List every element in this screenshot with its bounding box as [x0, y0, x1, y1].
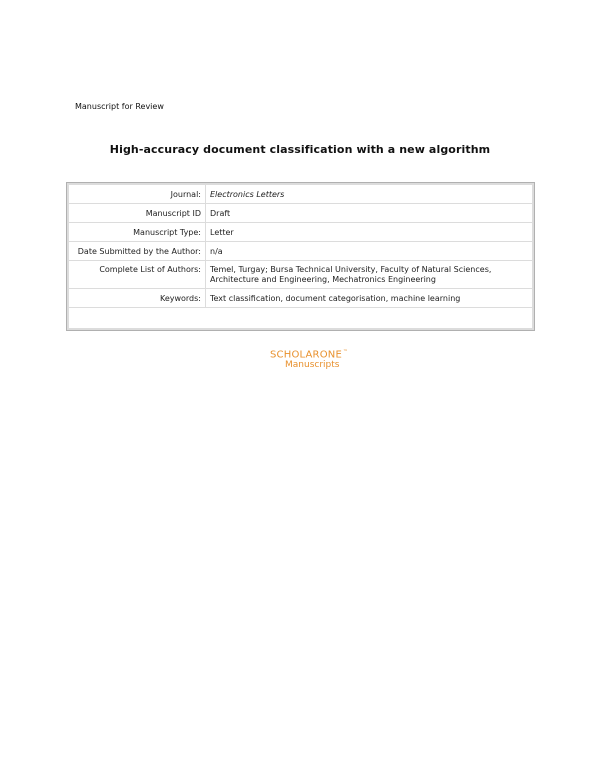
empty-cell	[69, 308, 532, 328]
table-row-empty	[69, 308, 532, 328]
table-row	[69, 261, 532, 288]
keywords-label: Keywords:	[69, 289, 205, 307]
table-row	[69, 204, 532, 222]
logo-line1	[270, 349, 348, 360]
scholarone-manuscripts-logo	[270, 349, 348, 370]
page-header: Manuscript for Review	[75, 102, 164, 111]
logo-line2: Manuscripts	[285, 360, 340, 371]
manuscript-metadata-box	[66, 182, 535, 331]
page-title: High-accuracy document classification with a new algorithm	[109, 143, 491, 156]
manuscript-id-label: Manuscript ID	[69, 204, 205, 222]
date-submitted-label: Date Submitted by the Author:	[69, 242, 205, 260]
manuscript-metadata-table	[68, 184, 533, 329]
logo-brand-text: SCHOLARONE	[270, 349, 342, 361]
manuscript-type-value: Letter	[206, 223, 532, 241]
authors-value-line1: Temel, Turgay; Bursa Technical University, Faculty of Natural Sciences,	[210, 265, 492, 274]
table-row	[69, 185, 532, 203]
table-row	[69, 242, 532, 260]
date-submitted-value: n/a	[206, 242, 532, 260]
authors-label: Complete List of Authors:	[69, 261, 205, 288]
manuscript-type-label: Manuscript Type:	[69, 223, 205, 241]
table-row	[69, 223, 532, 241]
table-row	[69, 289, 532, 307]
authors-value-line2: Architecture and Engineering, Mechatronics Engineering	[210, 275, 436, 284]
keywords-value: Text classification, document categorisation, machine learning	[206, 289, 532, 307]
manuscript-id-value: Draft	[206, 204, 532, 222]
logo-trademark-symbol: ™	[342, 349, 349, 355]
journal-value: Electronics Letters	[206, 185, 532, 203]
journal-label: Journal:	[69, 185, 205, 203]
authors-value	[206, 261, 532, 288]
